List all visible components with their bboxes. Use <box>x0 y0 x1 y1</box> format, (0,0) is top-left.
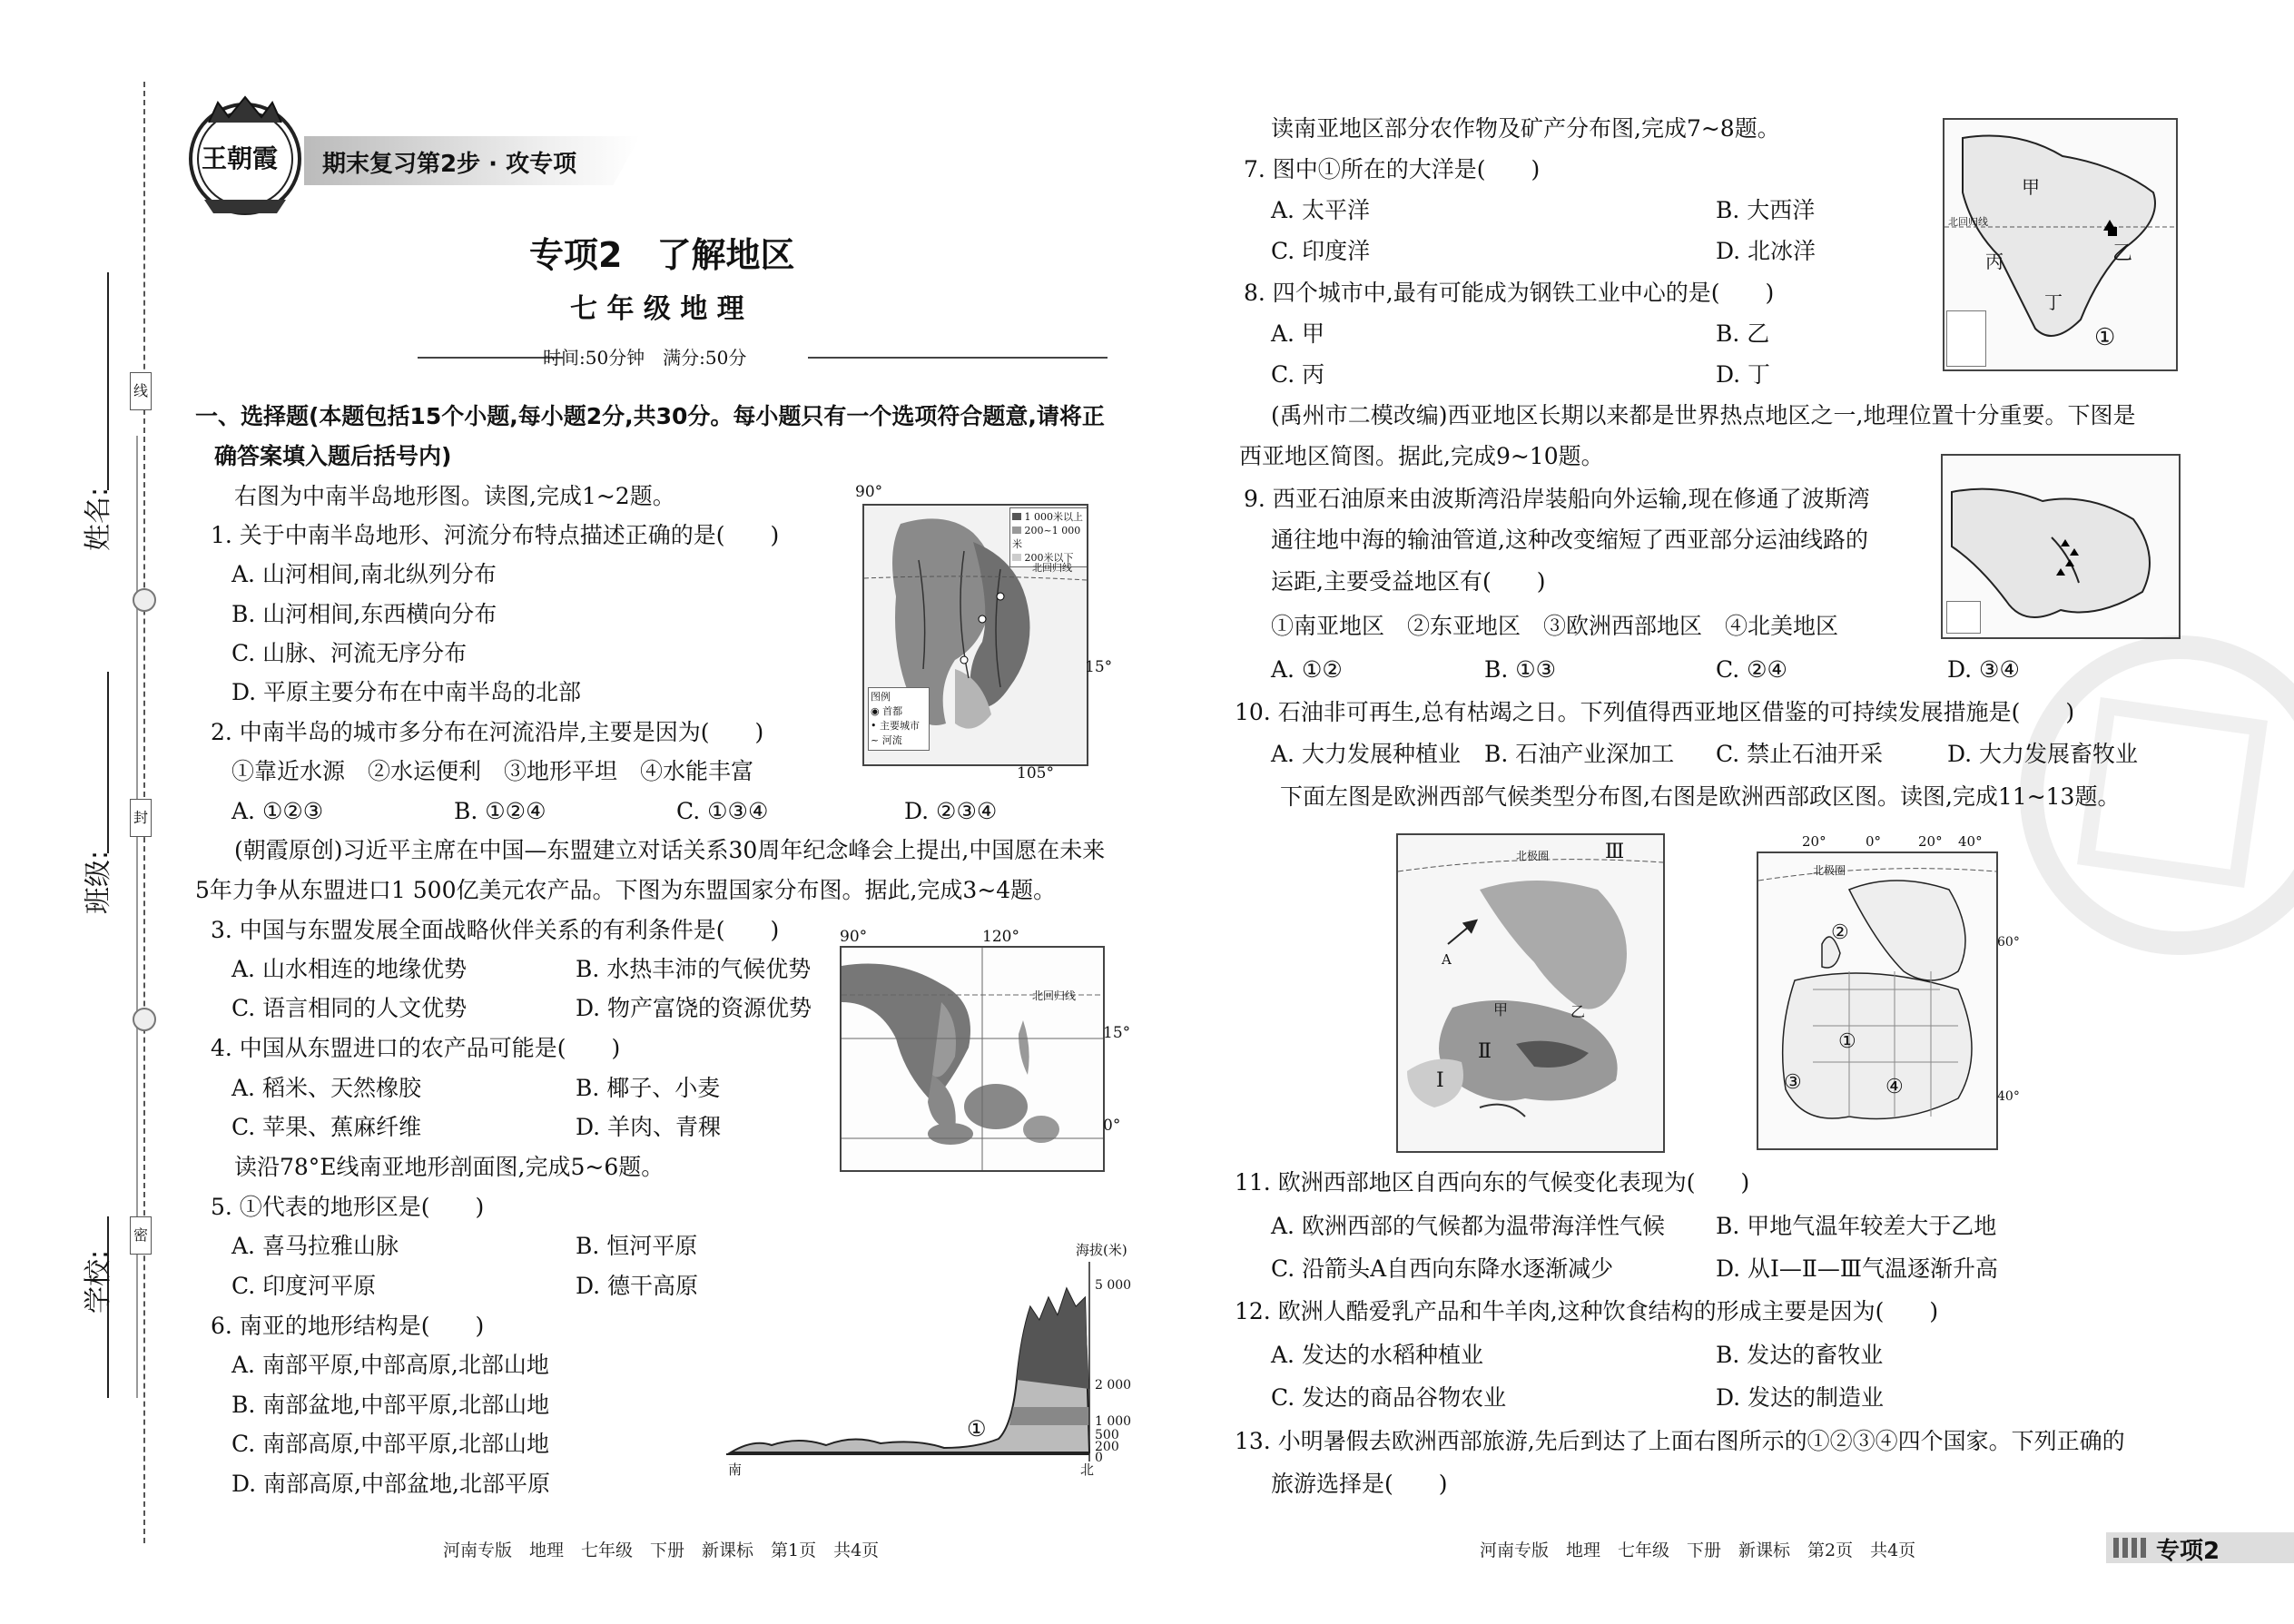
profile-ylabel: 海拔(米) <box>1076 1242 1127 1258</box>
punch-hole-2 <box>133 1008 156 1031</box>
intro-11-13: 下面左图是欧洲西部气候类型分布图,右图是欧洲西部政区图。读图,完成11~13题。 <box>1280 783 2121 810</box>
q2-option-d[interactable]: D. ②③④ <box>904 798 998 824</box>
q1-option-d[interactable]: D. 平原主要分布在中南半岛的北部 <box>231 679 582 705</box>
climate-arrow-a: A <box>1442 951 1452 968</box>
class-label: 班级: <box>83 850 115 915</box>
climate-zone-2: Ⅱ <box>1478 1040 1492 1063</box>
question-9-line2: 通往地中海的输油管道,这种改变缩短了西亚部分运油线路的 <box>1271 527 1868 553</box>
q8-option-d[interactable]: D. 丁 <box>1716 361 1771 388</box>
q3-option-b[interactable]: B. 水热丰沛的气候优势 <box>576 956 812 982</box>
climate-zone-1: Ⅰ <box>1436 1069 1444 1092</box>
profile-tick-200: 200 <box>1095 1440 1119 1454</box>
climate-zone-3: Ⅲ <box>1605 841 1625 863</box>
climate-yi: 乙 <box>1570 1003 1586 1020</box>
intro-5-6: 读沿78°E线南亚地形剖面图,完成5~6题。 <box>234 1154 665 1180</box>
question-9: 9. 西亚石油原来由波斯湾沿岸装船向外运输,现在修通了波斯湾 <box>1244 486 1870 512</box>
exam-meta: 时间:50分钟 满分:50分 <box>543 347 747 369</box>
footer-tag-dots <box>2113 1538 2150 1558</box>
fig-indochina-lon-left: 90° <box>855 483 883 501</box>
meta-rule-left <box>418 357 563 359</box>
q2-option-a[interactable]: A. ①②③ <box>231 798 324 824</box>
page-subtitle: 七 年 级 地 理 <box>570 293 744 325</box>
q8-option-c[interactable]: C. 丙 <box>1271 361 1325 388</box>
profile-tick-0: 0 <box>1095 1451 1103 1465</box>
question-5: 5. ①代表的地形区是( ) <box>211 1194 485 1220</box>
profile-tick-500: 500 <box>1095 1428 1119 1442</box>
southasia-jia: 甲 <box>2022 176 2040 198</box>
section1-heading: 一、选择题(本题包括15个小题,每小题2分,共30分。每小题只有一个选项符合题意,请将正 <box>195 403 1105 429</box>
q12-option-b[interactable]: B. 发达的畜牧业 <box>1716 1342 1884 1368</box>
fig-europe-climate-map <box>1396 833 1665 1153</box>
profile-tick-5000: 5 000 <box>1095 1278 1132 1293</box>
q6-option-a[interactable]: A. 南部平原,中部高原,北部山地 <box>231 1352 549 1378</box>
q10-option-d[interactable]: D. 大力发展畜牧业 <box>1947 741 2139 767</box>
q9-option-b[interactable]: B. ①③ <box>1484 656 1557 683</box>
question-6: 6. 南亚的地形结构是( ) <box>211 1313 485 1339</box>
profile-south: 南 <box>728 1462 743 1478</box>
question-4: 4. 中国从东盟进口的农产品可能是( ) <box>211 1035 621 1061</box>
q1-option-a[interactable]: A. 山河相间,南北纵列分布 <box>231 561 497 587</box>
eu-lon-2: 0° <box>1866 833 1882 850</box>
footer-tag: 专项2 <box>2156 1538 2220 1565</box>
intro-3-4: (朝霞原创)习近平主席在中国—东盟建立对话关系30周年纪念峰会上提出,中国愿在未来 <box>234 837 1106 863</box>
q2-items: ①靠近水源 ②水运便利 ③地形平坦 ④水能丰富 <box>231 758 754 784</box>
profile-tick-1000: 1 000 <box>1095 1414 1132 1429</box>
q4-option-a[interactable]: A. 稻米、天然橡胶 <box>231 1075 421 1101</box>
q9-items: ①南亚地区 ②东亚地区 ③欧洲西部地区 ④北美地区 <box>1271 613 1839 639</box>
eu-country-1: ① <box>1838 1030 1856 1053</box>
q10-option-a[interactable]: A. 大力发展种植业 <box>1271 741 1461 767</box>
eu-country-4: ④ <box>1885 1076 1904 1098</box>
footer-left: 河南专版 地理 七年级 下册 新课标 第1页 共4页 <box>443 1540 880 1560</box>
intro-3-4-cont: 5年力争从东盟进口1 500亿美元农产品。下图为东盟国家分布图。据此,完成3~4题。 <box>195 877 1057 903</box>
fig-southasia-map <box>1943 118 2178 371</box>
question-7: 7. 图中①所在的大洋是( ) <box>1244 156 1541 182</box>
southasia-ding: 丁 <box>2044 291 2063 313</box>
fig-asean-lat1: 15° <box>1103 1024 1131 1042</box>
fig-asean-lon2: 120° <box>982 928 1019 946</box>
q3-option-c[interactable]: C. 语言相同的人文优势 <box>231 995 468 1021</box>
fig-indochina-lat: 15° <box>1085 658 1113 676</box>
profile-marker: ① <box>967 1416 987 1442</box>
footer-right: 河南专版 地理 七年级 下册 新课标 第2页 共4页 <box>1480 1540 1916 1560</box>
q7-option-c[interactable]: C. 印度洋 <box>1271 238 1371 264</box>
question-13: 13. 小明暑假去欧洲西部旅游,先后到达了上面右图所示的①②③④四个国家。下列正确的 <box>1235 1428 2125 1454</box>
map-key: 图例 ◉ 首都 • 主要城市 ~ 河流 <box>868 687 930 751</box>
tropic-label: 北回归线 <box>1032 562 1072 574</box>
q12-option-a[interactable]: A. 发达的水稻种植业 <box>1271 1342 1483 1368</box>
q10-option-c[interactable]: C. 禁止石油开采 <box>1716 741 1884 767</box>
fig-indochina-map <box>862 504 1088 766</box>
intro-9-10: (禹州市二模改编)西亚地区长期以来都是世界热点地区之一,地理位置十分重要。下图是 <box>1271 402 2136 428</box>
profile-tick-2000: 2 000 <box>1095 1378 1132 1393</box>
q4-option-c[interactable]: C. 苹果、蕉麻纤维 <box>231 1114 422 1140</box>
q1-option-c[interactable]: C. 山脉、河流无序分布 <box>231 640 468 666</box>
binding-strip <box>0 0 182 1624</box>
q11-option-b[interactable]: B. 甲地气温年较差大于乙地 <box>1716 1213 1997 1239</box>
q7-option-b[interactable]: B. 大西洋 <box>1716 197 1816 223</box>
seal-mark-1: 线 <box>130 372 152 410</box>
eu-country-3: ③ <box>1784 1071 1802 1094</box>
q8-option-b[interactable]: B. 乙 <box>1716 320 1770 347</box>
q2-option-c[interactable]: C. ①③④ <box>676 798 769 824</box>
name-label: 姓名: <box>83 487 115 552</box>
question-3: 3. 中国与东盟发展全面战略伙伴关系的有利条件是( ) <box>211 917 780 943</box>
question-8: 8. 四个城市中,最有可能成为钢铁工业中心的是( ) <box>1244 280 1775 306</box>
q2-option-b[interactable]: B. ①②④ <box>454 798 546 824</box>
question-13-line2: 旅游选择是( ) <box>1271 1471 1448 1497</box>
fig-profile <box>726 1244 1144 1480</box>
eu-arctic: 北极圈 <box>1813 864 1846 877</box>
question-9-line3: 运距,主要受益地区有( ) <box>1271 568 1546 595</box>
southasia-bing: 丙 <box>1985 251 2004 272</box>
eu-country-2: ② <box>1831 921 1849 944</box>
eu-lat-40: 40° <box>1997 1089 2020 1104</box>
q7-option-a[interactable]: A. 太平洋 <box>1271 197 1370 223</box>
fig-asean-map <box>840 946 1105 1172</box>
q12-option-d[interactable]: D. 发达的制造业 <box>1716 1384 1885 1411</box>
westasia-legend <box>1946 601 1981 634</box>
eu-lon-1: 20° <box>1802 833 1826 850</box>
q11-option-a[interactable]: A. 欧洲西部的气候都为温带海洋性气候 <box>1271 1213 1665 1239</box>
southasia-legend <box>1946 310 1986 367</box>
fig-indochina-lon-bottom: 105° <box>1017 764 1054 782</box>
q5-option-c[interactable]: C. 印度河平原 <box>231 1273 377 1299</box>
asean-tropic-label: 北回归线 <box>1032 989 1077 1002</box>
profile-north: 北 <box>1080 1462 1095 1478</box>
q6-option-d[interactable]: D. 南部高原,中部盆地,北部平原 <box>231 1471 550 1497</box>
intro-7-8: 读南亚地区部分农作物及矿产分布图,完成7~8题。 <box>1271 115 1780 142</box>
fig-asean-lon1: 90° <box>840 928 868 946</box>
q3-option-a[interactable]: A. 山水相连的地缘优势 <box>231 956 467 982</box>
q5-option-d[interactable]: D. 德干高原 <box>576 1273 699 1299</box>
question-1: 1. 关于中南半岛地形、河流分布特点描述正确的是( ) <box>211 522 780 548</box>
intro-1-2: 右图为中南半岛地形图。读图,完成1~2题。 <box>234 483 675 509</box>
question-11: 11. 欧洲西部地区自西向东的气候变化表现为( ) <box>1235 1169 1750 1196</box>
brand-name: 王朝霞 <box>202 143 279 173</box>
q11-option-d[interactable]: D. 从Ⅰ—Ⅱ—Ⅲ气温逐渐升高 <box>1716 1255 1999 1282</box>
fig-westasia-map <box>1941 454 2181 639</box>
q9-option-c[interactable]: C. ②④ <box>1716 656 1787 683</box>
fig-asean-lat2: 0° <box>1103 1117 1121 1135</box>
school-label: 学校: <box>83 1249 115 1314</box>
q11-option-c[interactable]: C. 沿箭头A自西向东降水逐渐减少 <box>1271 1255 1614 1282</box>
q8-option-a[interactable]: A. 甲 <box>1271 320 1324 347</box>
section1-heading-cont: 确答案填入题后括号内) <box>214 443 452 469</box>
question-12: 12. 欧洲人酷爱乳产品和牛羊肉,这种饮食结构的形成主要是因为( ) <box>1235 1298 1939 1324</box>
seal-mark-3: 密 <box>130 1216 152 1255</box>
legend-1000m: 1 000米以上 200~1 000米 200米以下 <box>1009 507 1088 567</box>
southasia-marker: ① <box>2094 324 2116 351</box>
question-10: 10. 石油非可再生,总有枯竭之日。下列值得西亚地区借鉴的可持续发展措施是( ) <box>1235 699 2075 725</box>
brand-logo <box>182 95 309 222</box>
seal-mark-2: 封 <box>130 799 152 837</box>
page-title: 专项2 了解地区 <box>529 235 795 275</box>
q6-option-c[interactable]: C. 南部高原,中部平原,北部山地 <box>231 1431 550 1457</box>
fig-europe-political-map <box>1757 851 1998 1150</box>
q5-option-b[interactable]: B. 恒河平原 <box>576 1233 698 1259</box>
climate-jia: 甲 <box>1493 1001 1509 1019</box>
q9-option-a[interactable]: A. ①② <box>1271 656 1343 683</box>
banner-text: 期末复习第2步 · 攻专项 <box>322 151 577 178</box>
q6-option-b[interactable]: B. 南部盆地,中部平原,北部山地 <box>231 1392 550 1418</box>
fig-europe-lon-labels <box>1802 833 1993 853</box>
q4-option-d[interactable]: D. 羊肉、青稞 <box>576 1114 722 1140</box>
q9-option-d[interactable]: D. ③④ <box>1947 656 2020 683</box>
meta-rule-right <box>808 357 1108 359</box>
q3-option-d[interactable]: D. 物产富饶的资源优势 <box>576 995 812 1021</box>
q5-option-a[interactable]: A. 喜马拉雅山脉 <box>231 1233 399 1259</box>
eu-lat-60: 60° <box>1997 935 2020 950</box>
eu-lon-3: 20° <box>1918 833 1943 850</box>
question-2: 2. 中南半岛的城市多分布在河流沿岸,主要是因为( ) <box>211 719 764 745</box>
intro-9-10-cont: 西亚地区简图。据此,完成9~10题。 <box>1239 443 1604 469</box>
watermark-stamp-inner <box>2077 697 2268 888</box>
class-underline[interactable] <box>107 672 109 853</box>
q12-option-c[interactable]: C. 发达的商品谷物农业 <box>1271 1384 1507 1411</box>
q10-option-b[interactable]: B. 石油产业深加工 <box>1484 741 1675 767</box>
southasia-yi: 乙 <box>2112 242 2133 265</box>
eu-lon-4: 40° <box>1958 833 1983 850</box>
punch-hole-1 <box>133 588 156 612</box>
q7-option-d[interactable]: D. 北冰洋 <box>1716 238 1816 264</box>
name-underline[interactable] <box>107 272 109 490</box>
q1-option-b[interactable]: B. 山河相间,东西横向分布 <box>231 601 497 627</box>
q4-option-b[interactable]: B. 椰子、小麦 <box>576 1075 721 1101</box>
climate-arctic: 北极圈 <box>1516 850 1550 862</box>
southasia-tropic: 北回归线 <box>1948 216 1988 228</box>
